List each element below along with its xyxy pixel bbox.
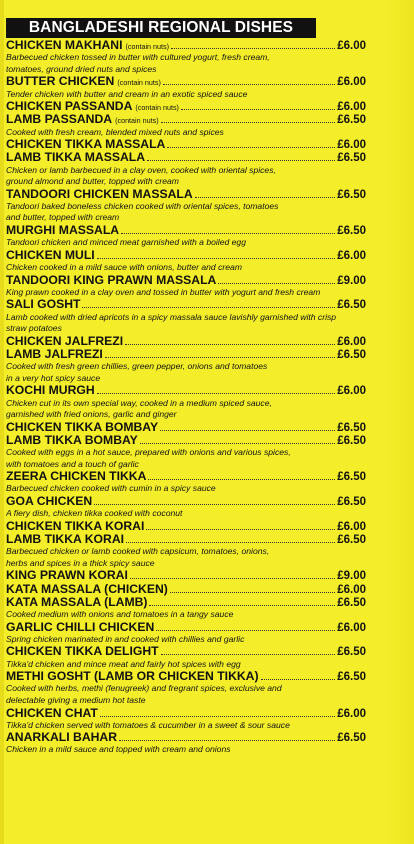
dish-price: £6.50 — [337, 152, 366, 165]
dish-name: KOCHI MURGH — [6, 383, 95, 398]
dish-description: Chicken or lamb barbecued in a clay oven, cooked with oriental spices, — [6, 164, 276, 175]
dish-description: Cooked with eggs in a hot sauce, prepared with onions and various spices, — [6, 447, 291, 458]
dish-row — [6, 434, 366, 447]
dish-row — [6, 224, 366, 237]
dotted-leader — [121, 233, 335, 234]
dish-price: £6.50 — [337, 299, 366, 312]
dish-row — [6, 335, 366, 348]
dish-name: CHICKEN TIKKA DELIGHT — [6, 644, 159, 659]
dish-name: CHICKEN TIKKA MASSALA — [6, 137, 166, 152]
dish-description: Cooked with fresh cream, blended mixed nuts and spices — [6, 126, 224, 137]
dotted-leader — [105, 357, 335, 358]
dish-name: LAMB TIKKA MASSALA — [6, 150, 146, 165]
dish-price: £6.50 — [337, 421, 366, 434]
dotted-leader — [140, 443, 335, 444]
dish-description: herbs and spices in a thick spicy sauce — [6, 557, 155, 568]
dish-row — [6, 621, 366, 634]
dish-price: £6.00 — [337, 249, 366, 262]
dish-row — [6, 495, 366, 508]
dish-row — [6, 298, 366, 311]
dotted-leader — [149, 605, 335, 606]
dotted-leader — [82, 307, 335, 308]
dotted-leader — [218, 283, 335, 284]
dish-price: £6.00 — [337, 583, 366, 596]
dish-name: TANDOORI KING PRAWN MASSALA — [6, 272, 217, 287]
dotted-leader — [146, 529, 335, 530]
dish-row — [6, 348, 366, 361]
dish-description: A fiery dish, chicken tikka cooked with coconut — [6, 508, 183, 519]
dish-name: KING PRAWN KORAI — [6, 568, 128, 583]
dish-description: Cooked with fresh green chillies, green pepper, onions and tomatoes — [6, 361, 268, 372]
dish-description: Barbecued chicken cooked with cumin in a spicy sauce — [6, 483, 216, 494]
dish-name: CHICKEN MULI — [6, 247, 95, 262]
dish-description: Tender chicken with butter and cream in an exotic spiced sauce — [6, 88, 248, 99]
dish-description: and butter, topped with cream — [6, 212, 120, 223]
dish-description: Chicken cooked in a mild sauce with onions, butter and cream — [6, 262, 242, 273]
dotted-leader — [167, 147, 335, 148]
dish-note: (contain nuts) — [135, 103, 179, 113]
dish-note: (contain nuts) — [125, 42, 170, 51]
dish-price: £6.50 — [337, 732, 366, 745]
dish-name: CHICKEN JALFREZI — [6, 333, 124, 348]
dish-row — [6, 569, 366, 582]
dish-list — [6, 39, 366, 756]
dotted-leader — [181, 109, 335, 110]
dish-row — [6, 645, 366, 658]
dish-row — [6, 421, 366, 434]
dish-price: £6.50 — [337, 534, 366, 547]
dotted-leader — [160, 430, 335, 431]
dish-name: CHICKEN CHAT — [6, 705, 98, 720]
dish-price: £9.00 — [337, 274, 366, 287]
dish-name: KATA MASSALA (LAMB) — [6, 594, 148, 609]
dish-description: ground almond and butter, topped with cream — [6, 176, 179, 187]
dish-price: £6.00 — [337, 385, 366, 398]
dish-price: £6.00 — [337, 335, 366, 348]
dish-description: in a very hot spicy sauce — [6, 372, 101, 383]
dish-price: £6.50 — [337, 348, 366, 361]
dish-name: SALI GOSHT — [6, 297, 81, 312]
dotted-leader — [163, 84, 335, 85]
dish-row — [6, 731, 366, 744]
dotted-leader — [148, 479, 335, 480]
dish-row — [6, 39, 366, 52]
dish-row — [6, 707, 366, 720]
dish-description: Lamb cooked with dried apricots in a spicy massala sauce lavishly garnished with crisp — [6, 311, 337, 322]
dish-name: CHICKEN TIKKA BOMBAY — [6, 419, 159, 434]
dotted-leader — [147, 160, 335, 161]
dish-description: Tandoori chicken and minced meat garnished with a boiled egg — [6, 237, 246, 248]
dish-description: Cooked medium with onions and tomatoes in a tangy sauce — [6, 608, 234, 619]
dish-name: CHICKEN PASSANDA — [6, 99, 133, 114]
page-edge-shade-right — [384, 0, 414, 844]
dish-price: £6.50 — [337, 225, 366, 238]
dotted-leader — [156, 630, 335, 631]
dish-name: LAMB TIKKA KORAI — [6, 532, 125, 547]
dish-price: £6.50 — [337, 434, 366, 447]
dish-row — [6, 113, 366, 126]
dish-name: GOA CHICKEN — [6, 494, 93, 509]
dish-description: tomatoes, ground dried nuts and spices — [6, 63, 157, 74]
dish-row — [6, 470, 366, 483]
dish-description: King prawn cooked in a clay oven and tossed in butter with yogurt and fresh cream — [6, 286, 321, 297]
dish-name: ZEERA CHICKEN TIKKA — [6, 469, 147, 484]
dish-name: GARLIC CHILLI CHICKEN — [6, 619, 155, 634]
dish-description: Tikka'd chicken and mince meat and fairly hot spices with egg — [6, 658, 241, 669]
dotted-leader — [97, 258, 336, 259]
dish-row — [6, 583, 366, 596]
dish-description: Tandoori baked boneless chicken cooked with oriental spices, tomatoes — [6, 200, 279, 211]
dish-price: £6.50 — [337, 671, 366, 684]
dish-price: £6.50 — [337, 496, 366, 509]
dish-description: Chicken in a mild sauce and topped with cream and onions — [6, 744, 231, 755]
dotted-leader — [97, 393, 336, 394]
dotted-leader — [161, 654, 336, 655]
dish-description: Cooked with herbs, methi (fenugreek) and fregrant spices, exclusive and — [6, 683, 282, 694]
dish-price: £6.50 — [337, 471, 366, 484]
dish-description: garnished with fried onions, garlic and ginger — [6, 409, 177, 420]
dotted-leader — [125, 344, 335, 345]
dish-price: £6.00 — [337, 76, 366, 89]
dish-price: £9.00 — [337, 570, 366, 583]
dish-name: ANARKALI BAHAR — [6, 730, 118, 745]
dish-name: KATA MASSALA (CHICKEN) — [6, 581, 168, 596]
section-heading: BANGLADESHI REGIONAL DISHES — [6, 18, 316, 38]
dotted-leader — [170, 592, 335, 593]
dish-price: £6.50 — [337, 188, 366, 201]
dish-name: LAMB PASSANDA — [6, 112, 113, 127]
dotted-leader — [119, 740, 335, 741]
dish-price: £6.00 — [337, 621, 366, 634]
dish-price: £6.00 — [337, 707, 366, 720]
dish-description: Chicken cut in its own special way, cooked in a medium spiced sauce, — [6, 397, 272, 408]
dish-row — [6, 384, 366, 397]
dish-description: Barbecued chicken or lamb cooked with capsicum, tomatoes, onions, — [6, 546, 270, 557]
dish-price: £6.00 — [337, 101, 366, 114]
dish-row — [6, 75, 366, 88]
dish-note: (contain nuts) — [117, 78, 161, 88]
dish-name: METHI GOSHT (LAMB OR CHICKEN TIKKA) — [6, 669, 259, 684]
dish-row — [6, 533, 366, 546]
dish-row — [6, 249, 366, 262]
dish-row — [6, 670, 366, 683]
dish-price: £6.00 — [337, 40, 366, 52]
dish-description: Tikka'd chicken served with tomatoes & cucumber in a sweet & sour sauce — [6, 719, 290, 730]
dotted-leader — [100, 716, 335, 717]
dotted-leader — [161, 122, 336, 123]
dish-description: Barbecued chicken tossed in butter with cultured yogurt, fresh cream, — [6, 52, 270, 63]
dish-name: BUTTER CHICKEN — [6, 74, 115, 89]
dish-note: (contain nuts) — [115, 116, 159, 126]
dish-name: TANDOORI CHICKEN MASSALA — [6, 186, 193, 201]
dish-row — [6, 151, 366, 164]
dish-price: £6.50 — [337, 596, 366, 609]
dotted-leader — [195, 197, 336, 198]
dotted-leader — [261, 679, 336, 680]
dish-description: straw potatoes — [6, 323, 62, 334]
dish-description: Spring chicken marinated in and cooked with chillies and garlic — [6, 633, 245, 644]
dish-name: LAMB TIKKA BOMBAY — [6, 432, 138, 447]
dish-price: £6.50 — [337, 114, 366, 127]
dish-row — [6, 274, 366, 287]
dish-row — [6, 596, 366, 609]
dish-name: CHICKEN MAKHANI — [6, 38, 123, 52]
page-edge-shade — [0, 0, 4, 844]
dotted-leader — [126, 542, 335, 543]
dish-name: MURGHI MASSALA — [6, 223, 120, 238]
dish-description: delectable giving a medium hot taste — [6, 694, 146, 705]
dish-description: with tomatoes and a touch of garlic — [6, 458, 139, 469]
dish-row — [6, 188, 366, 201]
dish-price: £6.00 — [337, 520, 366, 533]
dish-name: CHICKEN TIKKA KORAI — [6, 518, 145, 533]
dotted-leader — [130, 578, 335, 579]
dotted-leader — [171, 48, 335, 49]
dotted-leader — [94, 504, 335, 505]
dish-price: £6.50 — [337, 646, 366, 659]
dish-name: LAMB JALFREZI — [6, 346, 103, 361]
dish-price: £6.00 — [337, 139, 366, 152]
